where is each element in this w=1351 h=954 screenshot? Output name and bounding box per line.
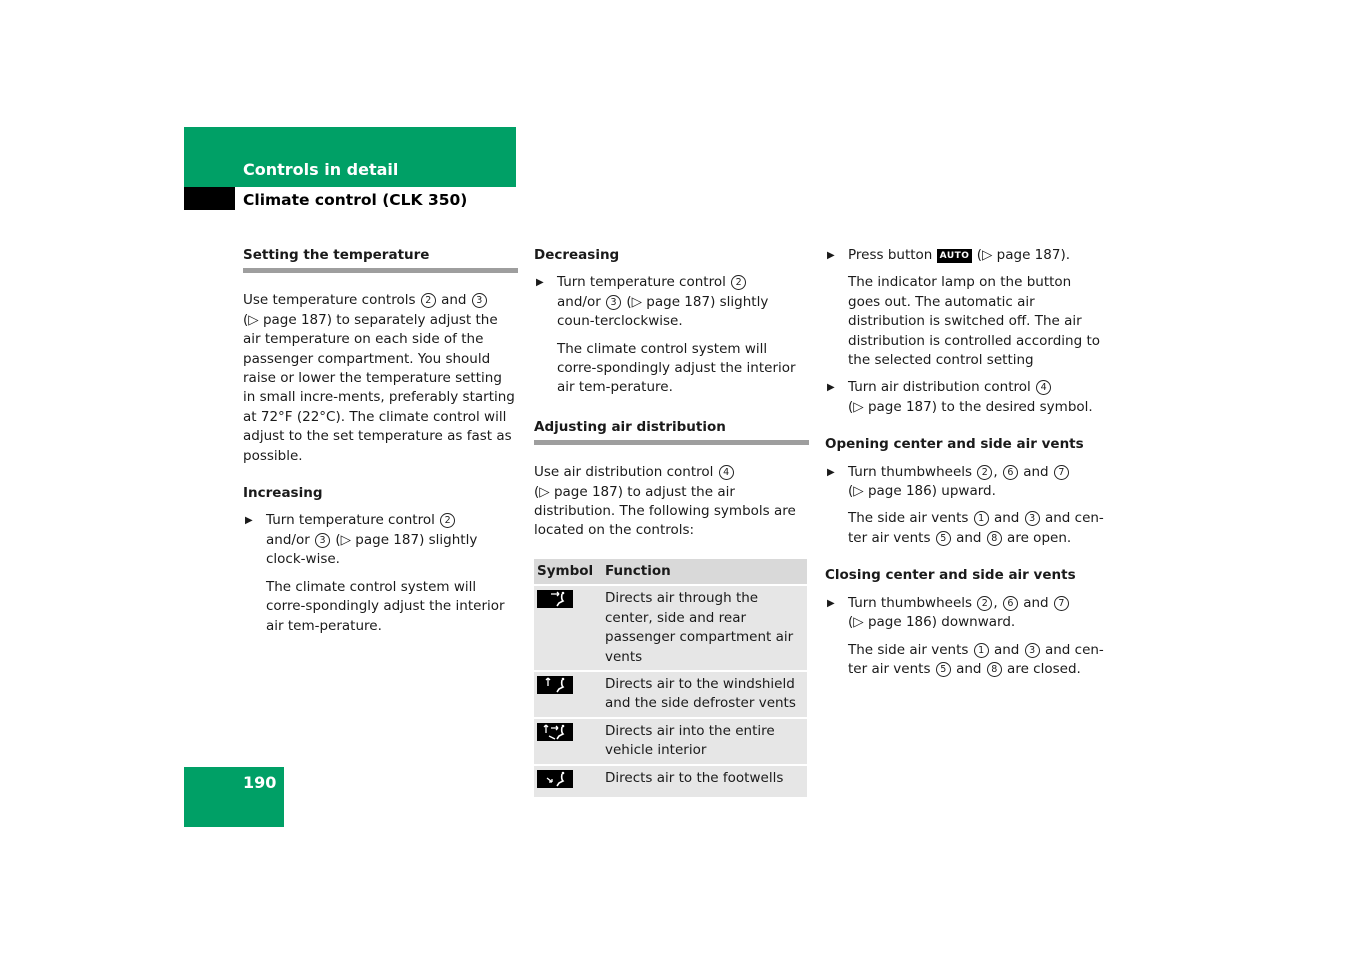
table-cell-function: Directs air to the windshield and the side defroster vents [602,671,807,718]
bullet-triangle-icon: ▶ [536,277,544,289]
heading-setting-temperature: Setting the temperature [243,246,518,273]
heading-opening-vents: Opening center and side air vents [825,436,1084,453]
bullet-triangle-icon: ▶ [827,466,835,478]
table-row [534,718,807,765]
callout-number: 2 [440,513,455,528]
instruction-step: ▶ Press button AUTO (▷ page 187). [825,246,1105,265]
auto-button-icon: AUTO [937,249,973,263]
callout-number: 7 [1054,596,1069,611]
symbol-table [534,559,807,799]
instruction-step: ▶ Turn temperature control 2 and/or 3 (▷ page 187) slightly coun-terclockwise. [536,274,769,330]
bullet-triangle-icon: ▶ [245,515,253,527]
callout-number: 8 [987,662,1002,677]
page-subtitle: Climate control (CLK 350) [243,191,468,209]
column-1 [243,246,518,636]
step-result: The climate control system will corre-spondingly adjust the interior air tem-perature. [266,578,505,634]
table-cell-function: Directs air into the entire vehicle interior [602,718,807,765]
callout-number: 1 [974,511,989,526]
callout-number: 8 [987,531,1002,546]
step-result: The indicator lamp on the button goes out. The automatic air distribution is switched off. The air distribution is controlled according to the selected control setting [848,274,1100,369]
callout-number: 3 [606,295,621,310]
table-header-row [534,559,807,585]
callout-number: 3 [472,293,487,308]
callout-number: 3 [1025,511,1040,526]
instruction-step: ▶ Turn air distribution control 4 (▷ page 187) to the desired symbol. [827,379,1093,415]
instruction-step: ▶ Turn thumbwheels 2 , 6 and 7 (▷ page 186) downward. [825,594,1105,633]
table-header-symbol: Symbol [534,559,602,585]
callout-number: 2 [977,596,992,611]
step-result: The climate control system will corre-spondingly adjust the interior air tem-perature. [557,340,796,396]
callout-number: 5 [936,531,951,546]
table-row [534,585,807,671]
instruction-step: ▶ Turn temperature control 2 and/or 3 (▷ page 187) slightly clock-wise. [245,512,478,568]
callout-number: 6 [1003,596,1018,611]
column-3 [825,246,1105,679]
air-intro-paragraph: Use air distribution control 4 (▷ page 187) to adjust the air distribution. The following symbols are located on the controls: [534,464,796,539]
vent-windshield-icon [537,676,573,694]
callout-number: 3 [1025,643,1040,658]
callout-number: 1 [974,643,989,658]
table-row [534,765,807,798]
subtitle-marker [184,187,235,210]
callout-number: 2 [731,275,746,290]
step-result: The side air vents 1 and 3 and cen-ter air vents 5 and 8 are open. [848,510,1104,546]
intro-paragraph: Use temperature controls 2 and 3 (▷ page 187) to separately adjust the air temperature on each side of the passenger compartment. You should raise or lower the temperature setting in small incre-ments, preferably starting at 72°F (22°C). The climate control will adjust to the set temperature as fast as possible. [243,292,515,464]
heading-decreasing: Decreasing [534,247,620,263]
table-cell-function: Directs air through the center, side and rear passenger compartment air vents [602,585,807,671]
section-title: Controls in detail [243,160,399,179]
bullet-triangle-icon: ▶ [827,382,835,394]
vent-center-icon [537,590,573,608]
table-header-function: Function [602,559,807,585]
bullet-triangle-icon: ▶ [827,250,835,261]
heading-closing-vents: Closing center and side air vents [825,567,1076,584]
instruction-step: ▶ Turn thumbwheels 2 , 6 and 7 (▷ page 186) upward. [825,463,1105,502]
callout-number: 7 [1054,465,1069,480]
heading-adjusting-air-distribution: Adjusting air distribution [534,418,809,445]
page-number: 190 [243,773,277,792]
callout-number: 4 [1036,380,1051,395]
table-row [534,671,807,718]
vent-footwell-icon [537,770,573,788]
bullet-triangle-icon: ▶ [827,597,835,609]
table-cell-function: Directs air to the footwells [602,765,807,798]
callout-number: 2 [977,465,992,480]
callout-number: 6 [1003,465,1018,480]
column-2 [534,246,809,799]
callout-number: 5 [936,662,951,677]
vent-all-icon [537,723,573,741]
callout-number: 3 [315,533,330,548]
heading-increasing: Increasing [243,485,323,502]
callout-number: 2 [421,293,436,308]
step-result: The side air vents 1 and 3 and cen-ter air vents 5 and 8 are closed. [848,641,1104,677]
callout-number: 4 [719,465,734,480]
